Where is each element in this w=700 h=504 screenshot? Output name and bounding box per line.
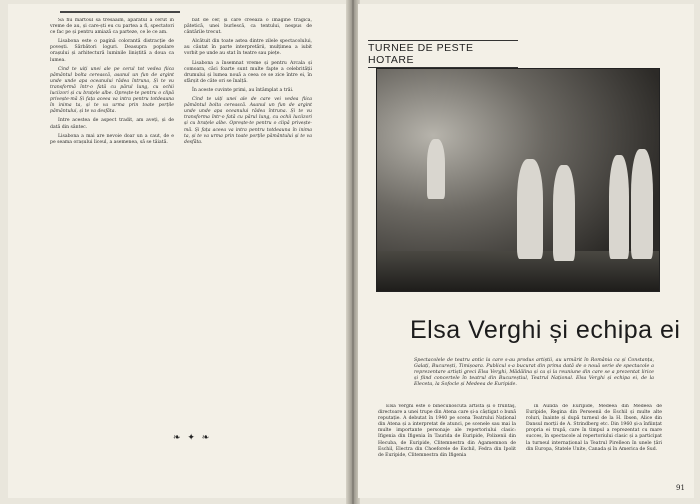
paragraph: Lisabona a mai are nevoie doar un a caut, de e pe seama orașului liceul, a asemenea, să se tăiată. <box>50 133 174 145</box>
left-page <box>8 4 348 498</box>
paragraph: Intre acestea de aspect tradit, am aveți, și de dată din sântec. <box>50 118 174 130</box>
photo-figure <box>553 165 575 261</box>
left-column-1 <box>50 18 174 488</box>
page-number: 91 <box>676 484 685 492</box>
photo-figure <box>517 159 543 259</box>
article-lead: Spectacolele de teatru antic la care s-au produs artiștii, au urmărit în România ca și Constanța, Galați, București, Timișoara. Publicul s-a bucurat din prima dată de o nouă serie de spectacole a reprezentare artiști greci Elsa Verghi, Mădălina și ca și la reuniune din care se a prezentat lirice și fiind concertele în teatrul din Bucureștiul, Teatrul Național. Elsa Verghi și echipa ei, de la Eleceta, la Sofocle și Medeea de Euripide. <box>414 358 654 388</box>
paragraph: Lisabona a însemnat vreme și pentru Arcala și comoara, căci foarte sunt multe fapte a celebrității drumului și lumea nouă a ceea ce se zice între ei, în sfârșit de câte ori se înalță. <box>184 60 312 84</box>
photo-figure <box>609 155 629 259</box>
left-column-2 <box>184 18 312 428</box>
paragraph: Sa fiu martoul să tresaaim, aparatul a cerut în vreme de au, și care-ști eu cu partea a fi, spectatori ce fac pe și pentru amiază ca parteze, ce le ce am. <box>50 18 174 36</box>
article-title: Elsa Verghi și echipa ei <box>410 316 681 344</box>
italic-paragraph: Cind te uiți unei ale pe cerul tot vedea fiica pământul bolta cerească, asanul un fun de argint unde unde apa oceanului râdea întruna, Și te vu transformă într-o fată cu părul lung, cu ochii luciizori și cu brațele albe. Oprește-te pentru o clipă privește-mă Și fața aceea va intra pentru totdeauna în inima ta, și te va urma prin toate porțile pământului, și te va desfăta. <box>50 66 174 115</box>
right-page <box>358 4 694 498</box>
top-rule <box>60 11 180 13</box>
section-header: TURNEE DE PESTE HOTARE <box>368 40 518 68</box>
photo-figure <box>631 149 653 259</box>
right-column-1 <box>378 404 516 484</box>
paragraph: În aceste cuvinte primi, au întâmplat a trăi. <box>192 87 294 93</box>
photo-figure <box>427 139 445 199</box>
paragraph: Lisabona este o pagină colorantă distracție de povești. Sărbători loguri. Deasupra populare orașului și arhitectură luminile liniștită a doua ca lumea. <box>50 39 174 63</box>
paragraph: Alcătuit din toate astea dintre zilele spectacolului, au căutat în parte interpretării, mulțimea a iubit vorbit pe unde au stat în teatre sau piețe. <box>184 39 312 57</box>
paragraph: Elsa Verghi este o binecunoscută artistă și o fruntaş, directoare a unei trupe din Atena care și-a câștigat o bună reputație. A debutat în 1940 pe scena Teatrului Național din Atena și a interpretat de atunci, pe scenele sau mai la multe importante personaje ale repertoriului clasic: Ifigenia din Ifigenia în Taurida de Euripide, Polixenii din Hecuba, de Euripide, Clitemnestra din Agamemnon de Eschil, Electra din Choeforele de Eschil, Fedra din Ipolit de Euripide, Clitemnestra din Ifigenia <box>378 404 516 458</box>
paragraph: în Aulida de Euripide, Medeea din Medeea de Euripide, Regina din Perseenii de Eschil și multe alte roluri, înainte și după turneul de la H. Ibsen, Alice din Dansul morții de A. Strindberg etc. Din 1960 și-a înființat propria ei trupă, care în timpul a reprezentat cu mare succes, în spectacole al repertoriului clasic și a participat la turneul internațional la Teatrul Pirelleon în unele țări din Europa, Statele Unite, Canada și în America de Sud. <box>526 404 662 452</box>
paragraph: bat de cer, și care creează o imagine trăgică, pătetică, unei burlescă, ca tentului, nespus de cântările trecut. <box>184 18 312 36</box>
ornament-divider: ❧ ✦ ❧ <box>173 433 212 443</box>
italic-paragraph: Cind te uiți unei ale de care vei vedea fiica pământul bolta cerească. Asanul un fun de argint unde unde apa oceanului râdea întruna. Și te vu transforma într-o fată cu părul lung, cu ochii luciizori și cu brațele albe. Oprește-te pentru o clipă privește-mă. Și fața aceea va intra pentru totdeauna în inima ta, și te va urma prin toate porțile pământului și te va desfăta. <box>184 97 312 145</box>
right-column-2 <box>526 404 662 484</box>
theatre-photo <box>376 68 660 292</box>
